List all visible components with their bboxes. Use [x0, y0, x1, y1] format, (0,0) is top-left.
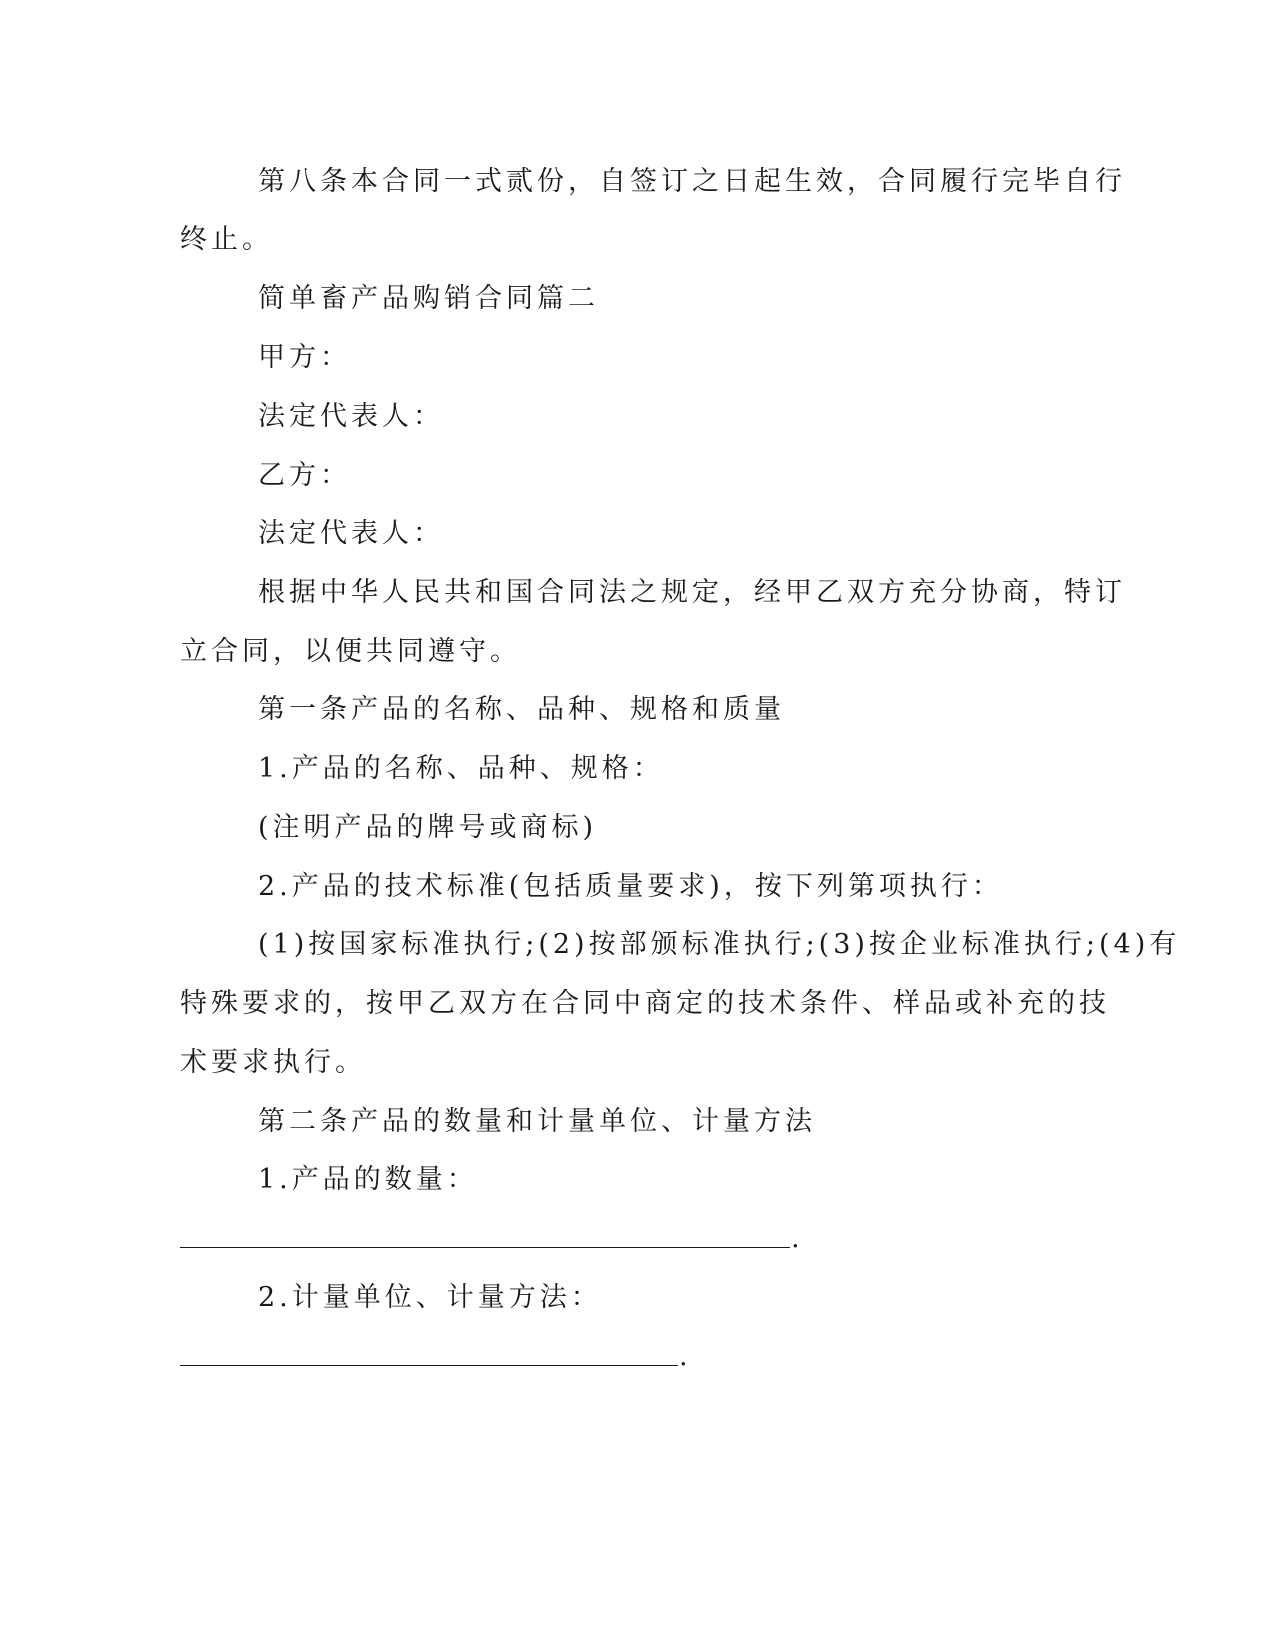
party-a-representative-label: 法定代表人： [258, 401, 444, 432]
paragraph-article-8-line-1: 第八条本合同一式贰份，自签订之日起生效，合同履行完毕自行 [258, 166, 1126, 197]
blank-underline [180, 1219, 790, 1248]
article-1-item-1: 1.产品的名称、品种、规格： [258, 753, 664, 784]
article-2-item-1: 1.产品的数量： [258, 1164, 478, 1195]
article-1-heading: 第一条产品的名称、品种、规格和质量 [258, 694, 785, 725]
party-a-label: 甲方： [258, 342, 351, 373]
quantity-fill-in-blank [180, 1219, 800, 1259]
blank-end-period: . [791, 1223, 800, 1254]
party-b-label: 乙方： [258, 460, 351, 491]
article-1-item-2: 2.产品的技术标准(包括质量要求)，按下列第项执行： [258, 871, 1003, 902]
section-title: 简单畜产品购销合同篇二 [258, 283, 599, 314]
article-1-note: (注明产品的牌号或商标) [258, 812, 598, 843]
standards-line-3: 术要求执行。 [180, 1047, 366, 1078]
standards-line-1: (1)按国家标准执行;(2)按部颁标准执行;(3)按企业标准执行;(4)有 [258, 929, 1181, 960]
standards-line-2: 特殊要求的，按甲乙双方在合同中商定的技术条件、样品或补充的技 [180, 988, 1110, 1019]
party-b-representative-label: 法定代表人： [258, 518, 444, 549]
article-2-heading: 第二条产品的数量和计量单位、计量方法 [258, 1106, 816, 1137]
blank-underline [180, 1337, 678, 1366]
preamble-line-1: 根据中华人民共和国合同法之规定，经甲乙双方充分协商，特订 [258, 577, 1126, 608]
article-2-item-2: 2.计量单位、计量方法： [258, 1282, 602, 1313]
unit-method-fill-in-blank [180, 1337, 688, 1377]
paragraph-article-8-line-2: 终止。 [180, 224, 273, 255]
blank-end-period: . [679, 1341, 688, 1372]
preamble-line-2: 立合同，以便共同遵守。 [180, 636, 521, 667]
